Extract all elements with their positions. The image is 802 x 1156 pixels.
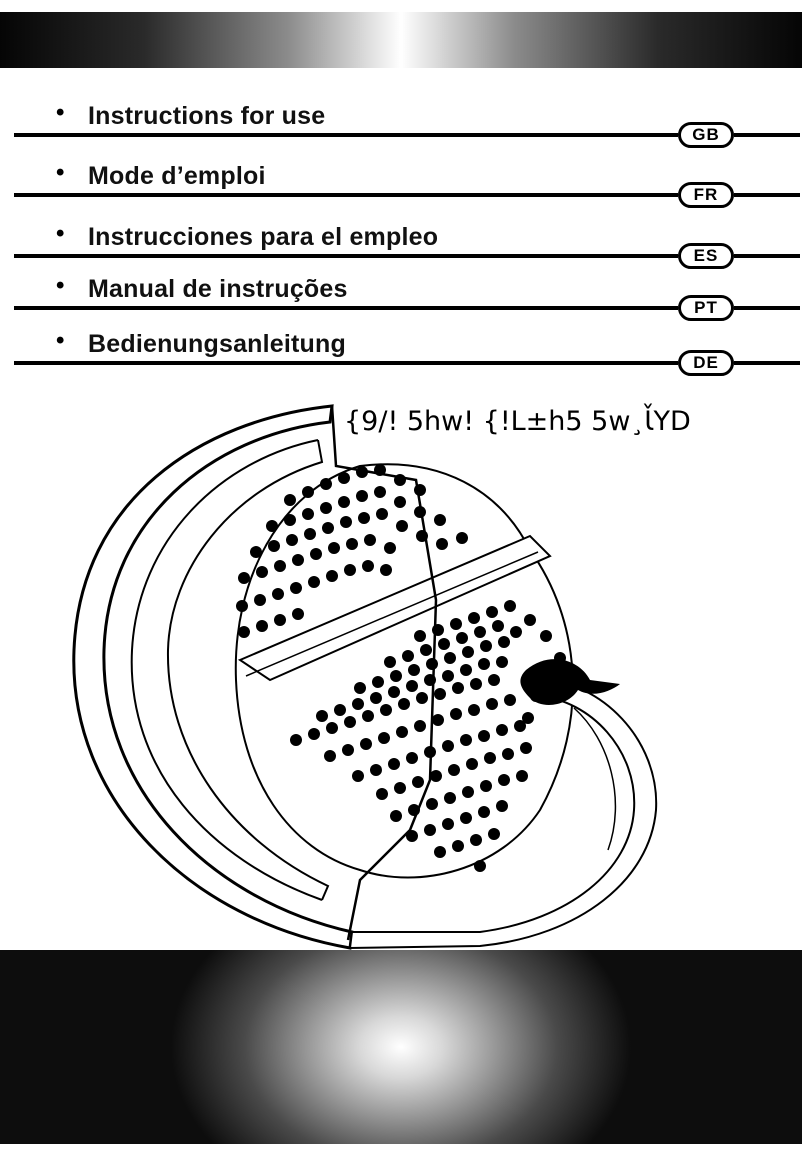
language-code-badge: GB bbox=[678, 122, 734, 148]
language-code-badge: ES bbox=[678, 243, 734, 269]
language-row-fr bbox=[14, 159, 800, 204]
rule-line bbox=[734, 306, 800, 310]
language-code-badge: FR bbox=[678, 182, 734, 208]
bullet-icon: • bbox=[56, 159, 65, 186]
bullet-icon: • bbox=[56, 327, 65, 354]
language-code-badge: DE bbox=[678, 350, 734, 376]
bullet-icon: • bbox=[56, 272, 65, 299]
language-row-pt bbox=[14, 272, 800, 317]
rule-line bbox=[14, 193, 678, 197]
top-gradient-band bbox=[0, 12, 802, 68]
rule-line bbox=[734, 361, 800, 365]
model-number-text: {9/! 5hw! {!L±h5 5w¸Ɩ̌YD bbox=[344, 406, 691, 437]
rule-line bbox=[14, 306, 678, 310]
washing-drum-illustration bbox=[60, 380, 680, 980]
bullet-icon: • bbox=[56, 99, 65, 126]
rule-line bbox=[14, 254, 678, 258]
bullet-icon: • bbox=[56, 220, 65, 247]
language-label: Mode d’emploi bbox=[88, 162, 266, 190]
language-code-badge: PT bbox=[678, 295, 734, 321]
language-label: Instrucciones para el empleo bbox=[88, 223, 439, 251]
language-label: Manual de instruções bbox=[88, 275, 348, 303]
language-row-gb bbox=[14, 99, 800, 144]
language-row-es bbox=[14, 220, 800, 265]
rule-line bbox=[734, 193, 800, 197]
language-label: Bedienungsanleitung bbox=[88, 330, 346, 358]
rule-line bbox=[14, 133, 678, 137]
rule-line bbox=[734, 133, 800, 137]
language-row-de bbox=[14, 327, 800, 372]
rule-line bbox=[14, 361, 678, 365]
language-label: Instructions for use bbox=[88, 102, 326, 130]
rule-line bbox=[734, 254, 800, 258]
bottom-gradient-band bbox=[0, 950, 802, 1144]
